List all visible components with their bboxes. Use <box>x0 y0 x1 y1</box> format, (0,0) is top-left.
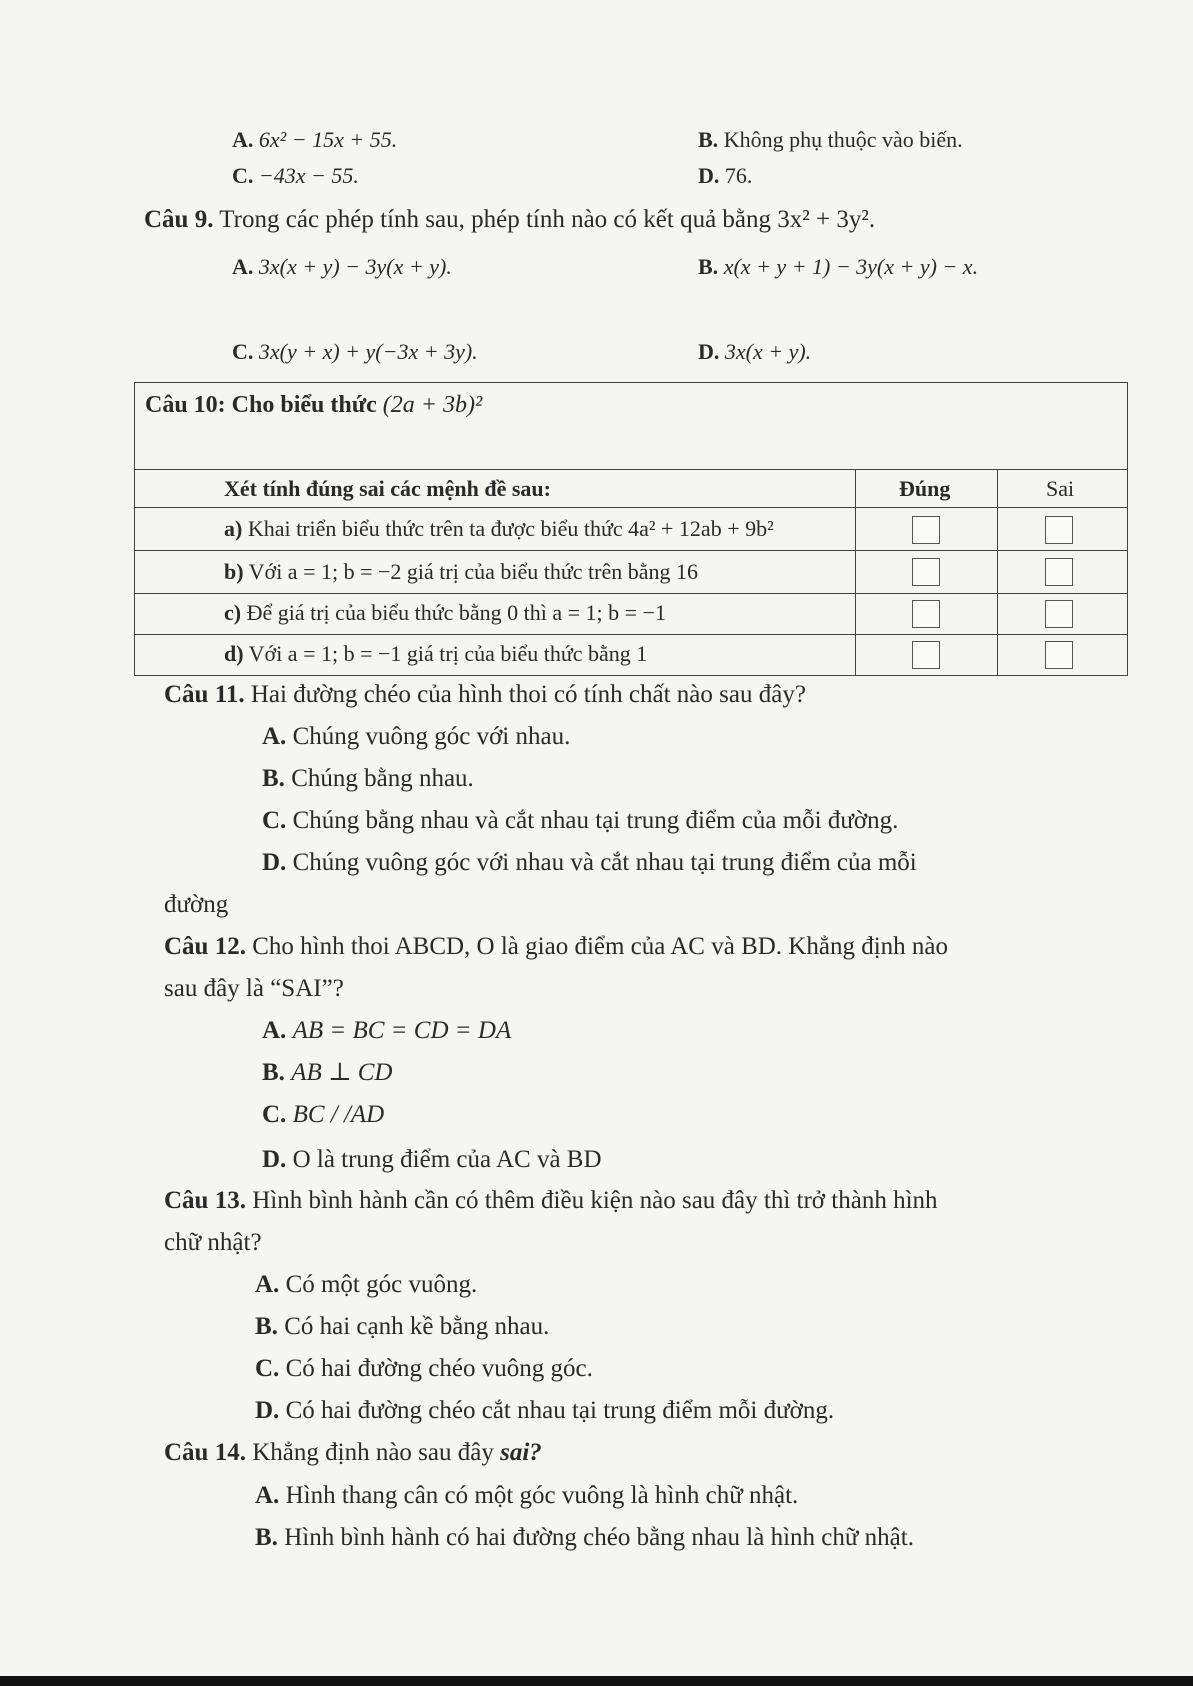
checkbox-a-false[interactable] <box>1045 516 1073 544</box>
statement-c: c) Để giá trị của biểu thức bằng 0 thì a = 1; b = −1 <box>224 600 666 625</box>
q8-option-a: A. 6x² − 15x + 55. <box>232 127 398 152</box>
table-divider <box>135 507 1127 508</box>
q12-question-continued: sau đây là “SAI”? <box>164 975 344 1002</box>
q8-option-b: B. Không phụ thuộc vào biến. <box>698 127 963 152</box>
checkbox-d-true[interactable] <box>912 641 940 669</box>
q8-option-c: C. −43x − 55. <box>232 163 359 188</box>
q9-option-a: A. 3x(x + y) − 3y(x + y). <box>232 254 452 279</box>
scan-edge <box>0 1676 1193 1686</box>
checkbox-b-true[interactable] <box>912 558 940 586</box>
checkbox-c-true[interactable] <box>912 600 940 628</box>
q11-question: Câu 11. Hai đường chéo của hình thoi có tính chất nào sau đây? <box>164 681 806 708</box>
table-divider <box>997 469 998 675</box>
table-divider <box>135 469 1127 470</box>
q11-option-d: D. Chúng vuông góc với nhau và cắt nhau tại trung điểm của mỗi <box>262 849 917 876</box>
table-divider <box>135 593 1127 594</box>
q13-question-continued: chữ nhật? <box>164 1229 262 1256</box>
q9-option-d: D. 3x(x + y). <box>698 339 812 364</box>
q11-option-d-continued: đường <box>164 891 229 918</box>
q12-question: Câu 12. Cho hình thoi ABCD, O là giao điểm của AC và BD. Khẳng định nào <box>164 933 948 960</box>
q9-option-c: C. 3x(y + x) + y(−3x + 3y). <box>232 339 478 364</box>
checkbox-b-false[interactable] <box>1045 558 1073 586</box>
q10-true-false-table <box>134 382 1128 676</box>
q14-option-b: B. Hình bình hành có hai đường chéo bằng nhau là hình chữ nhật. <box>255 1524 914 1551</box>
q14-option-a: A. Hình thang cân có một góc vuông là hình chữ nhật. <box>255 1482 799 1509</box>
q12-option-b: B. AB ⊥ CD <box>262 1059 393 1086</box>
q9-question: Câu 9. Trong các phép tính sau, phép tính nào có kết quả bằng 3x² + 3y². <box>144 206 876 233</box>
table-divider <box>135 550 1127 551</box>
q13-option-c: C. Có hai đường chéo vuông góc. <box>255 1355 593 1382</box>
q13-option-b: B. Có hai cạnh kề bằng nhau. <box>255 1313 550 1340</box>
checkbox-c-false[interactable] <box>1045 600 1073 628</box>
column-false-header: Sai <box>1046 476 1075 501</box>
q12-option-d: D. O là trung điểm của AC và BD <box>262 1146 602 1173</box>
q11-option-a: A. Chúng vuông góc với nhau. <box>262 723 571 750</box>
q11-option-c: C. Chúng bằng nhau và cắt nhau tại trung điểm của mỗi đường. <box>262 807 899 834</box>
q8-option-d: D. 76. <box>698 163 753 188</box>
q10-title: Câu 10: Cho biểu thức (2a + 3b)² <box>145 392 483 418</box>
q12-option-a: A. AB = BC = CD = DA <box>262 1017 512 1044</box>
statement-d: d) Với a = 1; b = −1 giá trị của biểu thức bằng 1 <box>224 641 648 666</box>
q13-option-d: D. Có hai đường chéo cắt nhau tại trung điểm mỗi đường. <box>255 1397 835 1424</box>
table-divider <box>135 634 1127 635</box>
column-true-header: Đúng <box>899 476 951 501</box>
table-divider <box>855 469 856 675</box>
q13-question: Câu 13. Hình bình hành cần có thêm điều kiện nào sau đây thì trở thành hình <box>164 1187 938 1214</box>
q12-option-c: C. BC / /AD <box>262 1101 385 1128</box>
checkbox-a-true[interactable] <box>912 516 940 544</box>
statement-a: a) Khai triển biểu thức trên ta được biểu thức 4a² + 12ab + 9b² <box>224 516 774 541</box>
q9-option-b: B. x(x + y + 1) − 3y(x + y) − x. <box>698 254 979 279</box>
checkbox-d-false[interactable] <box>1045 641 1073 669</box>
q11-option-b: B. Chúng bằng nhau. <box>262 765 474 792</box>
table-header: Xét tính đúng sai các mệnh đề sau: <box>224 476 551 501</box>
q14-question: Câu 14. Khẳng định nào sau đây sai? <box>164 1439 542 1466</box>
statement-b: b) Với a = 1; b = −2 giá trị của biểu thức trên bằng 16 <box>224 559 699 584</box>
q13-option-a: A. Có một góc vuông. <box>255 1271 478 1298</box>
